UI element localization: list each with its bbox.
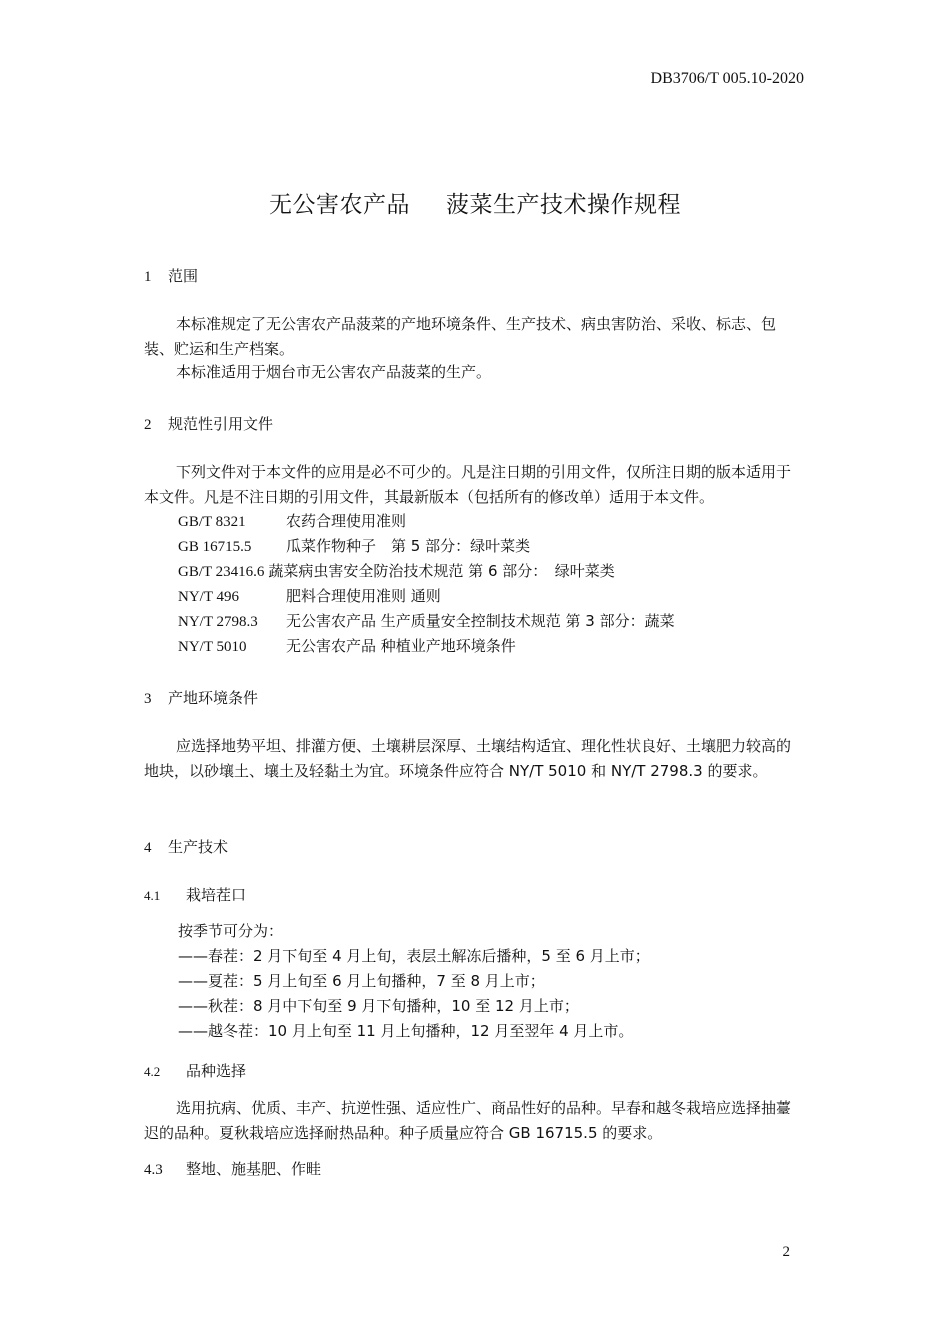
list-item: ——秋茬：8 月中下旬至 9 月下旬播种，10 至 12 月上市； bbox=[178, 997, 579, 1015]
section-3-paragraph-1: 应选择地势平坦、排灌方便、土壤耕层深厚、土壤结构适宜、理化性状良好、土壤肥力较高的地块，以砂壤土、壤土及轻黏土为宜。环境条件应符合 NY/T 5010 和 NY/T 2798.3 的要求。 bbox=[144, 737, 792, 780]
list-item: ——夏茬：5 月上旬至 6 月上旬播种，7 至 8 月上市； bbox=[178, 972, 545, 990]
section-heading-2: 2 规范性引用文件 bbox=[144, 415, 274, 433]
reference-item: GB 16715.5 瓜菜作物种子 第 5 部分：绿叶菜类 bbox=[178, 537, 531, 555]
subsection-heading-4-3: 4.3 整地、施基肥、作畦 bbox=[144, 1160, 322, 1178]
section-heading-1: 1 范围 bbox=[144, 267, 199, 285]
title-part-2: 菠菜生产技术操作规程 bbox=[446, 192, 681, 218]
title-part-1: 无公害农产品 bbox=[269, 192, 410, 218]
section-1-paragraph-2: 本标准适用于烟台市无公害农产品菠菜的生产。 bbox=[176, 363, 492, 381]
subsection-heading-4-2: 4.2 品种选择 bbox=[144, 1062, 247, 1080]
page-number: 2 bbox=[782, 1244, 790, 1260]
subsection-4-2-paragraph: 选用抗病、优质、丰产、抗逆性强、适应性广、商品性好的品种。早春和越冬栽培应选择抽薹迟的品种。夏秋栽培应选择耐热品种。种子质量应符合 GB 16715.5 的要求。 bbox=[144, 1099, 792, 1142]
section-heading-3: 3 产地环境条件 bbox=[144, 689, 259, 707]
reference-item: NY/T 496 肥料合理使用准则 通则 bbox=[178, 587, 441, 605]
reference-item: NY/T 2798.3 无公害农产品 生产质量安全控制技术规范 第 3 部分：蔬菜 bbox=[178, 612, 675, 630]
subsection-4-1-intro: 按季节可分为： bbox=[178, 922, 284, 940]
section-1-paragraph-1: 本标准规定了无公害农产品菠菜的产地环境条件、生产技术、病虫害防治、采收、标志、包装、贮运和生产档案。 bbox=[144, 315, 777, 358]
list-item: ——越冬茬：10 月上旬至 11 月上旬播种，12 月至翌年 4 月上市。 bbox=[178, 1022, 634, 1040]
reference-item: NY/T 5010 无公害农产品 种植业产地环境条件 bbox=[178, 637, 516, 655]
reference-item: GB/T 23416.6 蔬菜病虫害安全防治技术规范 第 6 部分： 绿叶菜类 bbox=[178, 562, 615, 580]
standard-code: DB3706/T 005.10-2020 bbox=[650, 70, 804, 87]
document-title bbox=[0, 186, 950, 219]
section-heading-4: 4 生产技术 bbox=[144, 838, 229, 856]
section-2-paragraph-1: 下列文件对于本文件的应用是必不可少的。凡是注日期的引用文件，仅所注日期的版本适用于本文件。凡是不注日期的引用文件，其最新版本（包括所有的修改单）适用于本文件。 bbox=[144, 463, 792, 506]
subsection-heading-4-1: 4.1 栽培茬口 bbox=[144, 886, 247, 904]
reference-item: GB/T 8321 农药合理使用准则 bbox=[178, 512, 407, 530]
list-item: ——春茬：2 月下旬至 4 月上旬，表层土解冻后播种，5 至 6 月上市； bbox=[178, 947, 650, 965]
